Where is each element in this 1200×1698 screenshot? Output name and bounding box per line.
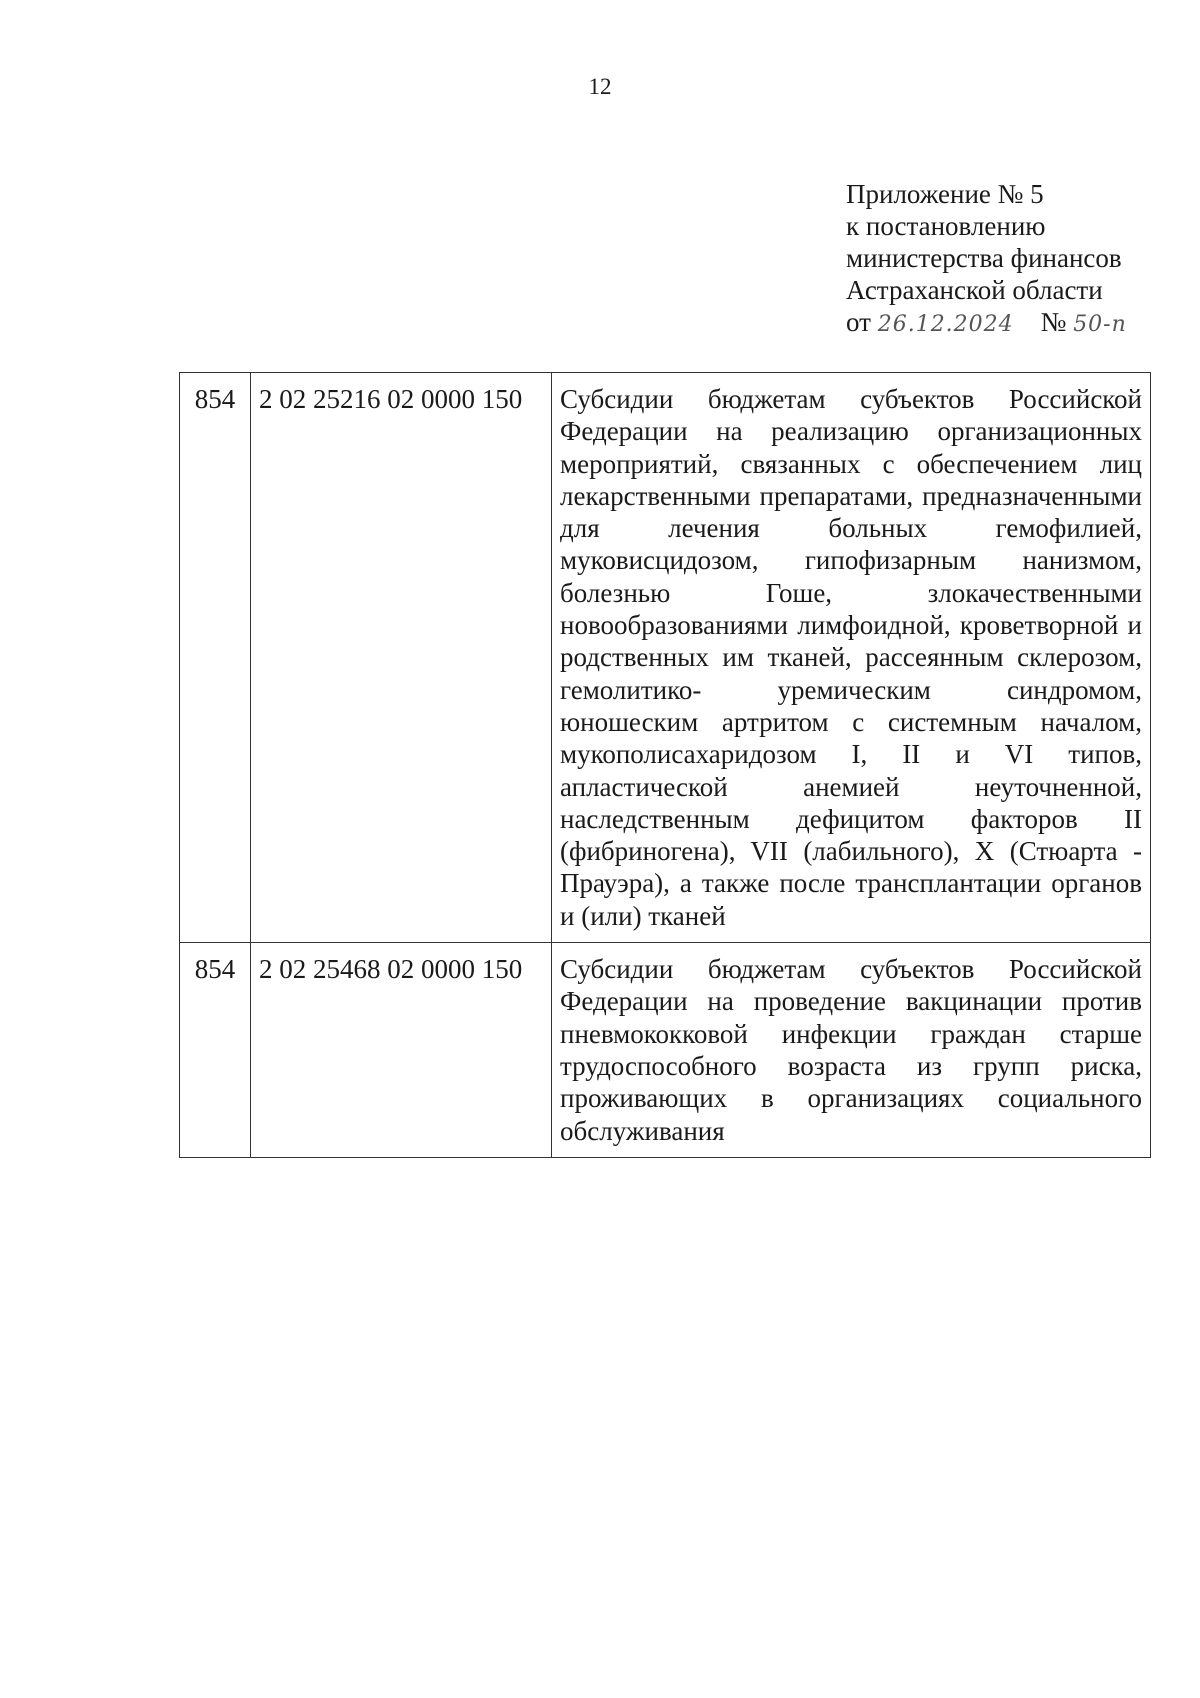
appendix-line-4: Астраханской области <box>846 275 1103 305</box>
appendix-line-2: к постановлению <box>846 211 1046 241</box>
admin-code-cell: 854 <box>180 373 251 943</box>
table-row <box>180 943 1151 1158</box>
appendix-title: Приложение № 5 <box>846 179 1044 209</box>
description-cell: Субсидии бюджетам субъектов Российской Федерации на проведение вакцинации против пневмококковой инфекции граждан старше трудоспособного возраста из групп риска, проживающих в организациях социального обслуживания <box>552 943 1151 1158</box>
admin-code-cell: 854 <box>180 943 251 1158</box>
budget-code-cell: 2 02 25468 02 0000 150 <box>251 943 552 1158</box>
page-number: 12 <box>588 74 612 99</box>
table-row <box>180 373 1151 943</box>
budget-code-cell: 2 02 25216 02 0000 150 <box>251 373 552 943</box>
appendix-line-3: министерства финансов <box>846 243 1122 273</box>
appendix-header <box>846 178 1127 341</box>
handwritten-date: 26.12.2024 <box>877 312 1014 337</box>
budget-codes-table <box>179 372 1151 1158</box>
date-prefix: от <box>846 307 871 337</box>
handwritten-number: 50-п <box>1073 312 1127 337</box>
appendix-date-line <box>846 306 1127 341</box>
description-cell: Субсидии бюджетам субъектов Российской Федерации на реализацию организационных мероприятий, связанных с обеспечением лиц лекарственными препаратами, предназначенными для лечения больных гемофилией, муковисцидозом, гипофизарным нанизмом, болезнью Гоше, злокачественными новообразованиями лимфоидной, кроветворной и родственных им тканей, рассеянным склерозом, гемолитико- уремическим синдромом, юношеским артритом с системным началом, мукополисахаридозом I, II и VI типов, апластической анемией неуточненной, наследственным дефицитом факторов II (фибриногена), VII (лабильного), X (Стюарта - Прауэра), а также после трансплантации органов и (или) тканей <box>552 373 1151 943</box>
number-prefix: № <box>1040 307 1067 337</box>
